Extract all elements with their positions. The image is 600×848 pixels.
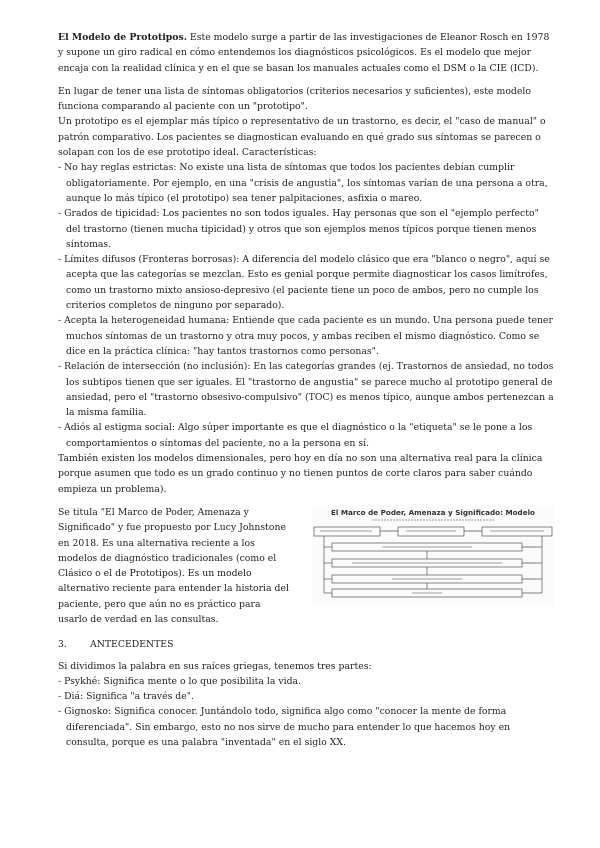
framework-section [58,505,554,627]
roots-list [58,674,554,750]
diagram-title: El Marco de Poder, Amenaza y Significado: Modelo [331,507,535,517]
document-page [58,30,554,750]
paragraph-framework: Se titula "El Marco de Poder, Amenaza y Significado" y fue propuesto por Lucy Johnstone en 2018. Es una alternativa reciente a los modelos de diagnóstico tradicionales (como el Clásico o el de Prototipos). Es un modelo alternativo reciente para entender la historia del paciente, pero que aún no es práctico para usarlo de verdad en las consultas. [58,506,289,625]
intro-text: Este modelo surge a partir de las investigaciones de Eleanor Rosch en 1978 y supone un giro radical en cómo entendemos los diagnósticos psicológicos. Es el modelo que mejor encaja con la realidad clínica y en el que se basan los manuales actuales como el DSM o la CIE (ICD). [58,32,550,74]
list-item: - Grados de tipicidad: Los pacientes no son todos iguales. Hay personas que son el "ejemplo perfecto" del trastorno (tienen mucha tipicidad) y otros que son ejemplos menos típicos porque tienen menos síntomas. [58,208,539,250]
framework-diagram [312,505,554,605]
characteristics-list [58,160,554,451]
list-item: - Relación de intersección (no inclusión): En las categorías grandes (ej. Trastornos de ansiedad, no todos los subtipos tienen que ser iguales. El "trastorno de angustia" se parece mucho al prototipo general de ansiedad, pero el "trastorno obsesivo-compulsivo" (TOC) es menos típico, aunque ambos pertenezcan a la misma familia. [58,361,554,419]
list-item: - Acepta la heterogeneidad humana: Entiende que cada paciente es un mundo. Una persona puede tener muchos síntomas de un trastorno y otra muy pocos, y ambas reciben el mismo diagnóstico. Como se dice en la práctica clínica: "hay tantos trastornos como personas". [58,315,553,357]
paragraph-greek-roots: Si dividimos la palabra en sus raíces griegas, tenemos tres partes: [58,660,372,672]
framework-diagram-image [312,505,554,605]
paragraph-prototype-comparison: En lugar de tener una lista de síntomas obligatorios (criterios necesarios y suficientes), este modelo funciona comparando al paciente con un "prototipo". [58,85,531,113]
section-number: 3. [58,639,67,651]
list-item: - Gignosko: Significa conocer. Juntándolo todo, significa algo como "conocer la mente de forma diferenciada". Sin embargo, esto no nos sirve de mucho para entender lo que hacemos hoy en consulta, porque es una palabra "inventada" en el siglo XX. [58,706,511,749]
list-item: - Diá: Significa "a través de". [58,691,194,703]
section-heading [58,637,554,652]
list-item: - No hay reglas estrictas: No existe una lista de síntomas que todos los pacientes debían cumplir obligatoriamente. Por ejemplo, en una "crisis de angustia", los síntomas varían de una persona a otra, aunque lo más típico (el prototipo) sea tener palpitaciones, asfixia o mareo. [58,162,548,204]
section-title: ANTECEDENTES [90,639,174,651]
list-item: - Límites difusos (Fronteras borrosas): A diferencia del modelo clásico que era "blanco o negro", aquí se acepta que las categorías se mezclan. Esto es genial porque permite diagnosticar los casos limítrofes, como un trastorno mixto ansioso-depresivo (el paciente tiene un poco de ambos, pero no cumple los criterios completos de ninguno por separado). [58,254,550,312]
list-item: - Adiós al estigma social: Algo súper importante es que el diagnóstico o la "etiqueta" se le pone a los comportamientos o síntomas del paciente, no a la persona en sí. [58,422,533,449]
paragraph-prototype-definition: Un prototipo es el ejemplar más típico o representativo de un trastorno, es decir, el "caso de manual" o patrón comparativo. Los pacientes se diagnostican evaluando en qué grado sus síntomas se parecen o solapan con los de ese prototipo ideal. Características: [58,116,546,159]
intro-title: El Modelo de Prototipos. [58,32,187,43]
intro-paragraph [58,30,554,76]
paragraph-dimensional-models: También existen los modelos dimensionales, pero hoy en día no son una alternativa real para la clínica porque asumen que todo es un grado continuo y no tienen puntos de corte claros para saber cuándo empieza un problema). [58,453,543,495]
list-item: - Psykhé: Significa mente o lo que posibilita la vida. [58,675,302,687]
